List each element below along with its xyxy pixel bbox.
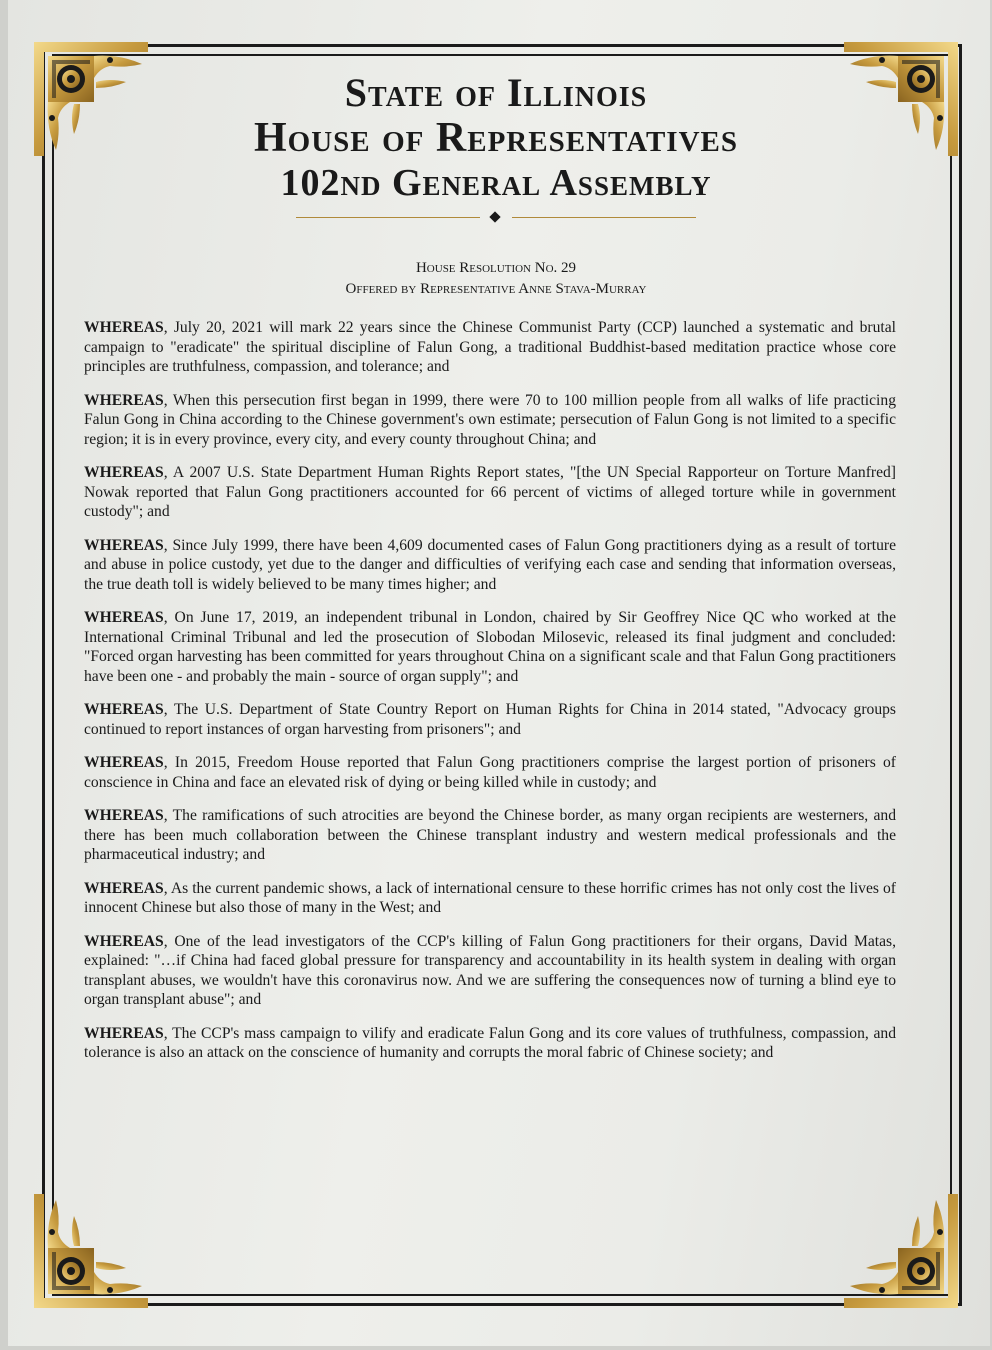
clause-text: , July 20, 2021 will mark 22 years since the Chinese Communist Party (CCP) launched a systematic and brutal campaign to "eradicate" the spiritual discipline of Falun Gong, a traditional Buddhist-based meditation practice whose core principles are truthfulness, compassion, and tolerance; and	[84, 319, 896, 375]
clause-text: , On June 17, 2019, an independent tribunal in London, chaired by Sir Geoffrey Nice QC who worked at the International Criminal Tribunal and led the prosecution of Slobodan Milosevic, released its final judgment and concluded: "Forced organ harvesting has been committed for years throughout China on a significant scale and that Falun Gong practitioners have been one - and probably the main - source of organ supply"; and	[84, 609, 896, 685]
header-house: House of Representatives	[253, 115, 739, 161]
clause-lead: WHEREAS	[84, 701, 164, 718]
whereas-clause	[84, 318, 896, 377]
clause-text: , One of the lead investigators of the CCP's killing of Falun Gong practitioners for their organs, David Matas, explained: "…if China had faced global pressure for transparency and accountability in its health system in dealing with organ transplant abuses, we wouldn't have this coronavirus now. And we are suffering the consequences now of turning a blind eye to organ transplant abuse"; and	[84, 932, 896, 1008]
clause-lead: WHEREAS	[84, 391, 164, 409]
resolution-body	[84, 318, 896, 1077]
diamond-divider-icon	[489, 211, 500, 222]
whereas-clause	[84, 536, 896, 595]
clause-lead: WHEREAS	[84, 807, 164, 824]
clause-text: , As the current pandemic shows, a lack of international censure to these horrific crimes has not only cost the lives of innocent Chinese but also those of many in the West; and	[84, 879, 896, 916]
clause-text: , Since July 1999, there have been 4,609 documented cases of Falun Gong practitioners dying as a result of torture and abuse in police custody, yet due to the danger and difficulties of verifying each case and sending that information overseas, the true death toll is widely believed to be many times higher; and	[84, 536, 896, 593]
header-divider	[296, 208, 696, 228]
whereas-clause	[84, 1024, 896, 1063]
whereas-clause	[84, 700, 896, 739]
clause-text: , The U.S. Department of State Country Report on Human Rights for China in 2014 stated, "Advocacy groups continued to report instances of organ harvesting from prisoners"; and	[84, 701, 896, 738]
corner-ornament-icon	[30, 1192, 150, 1312]
whereas-clause	[84, 391, 896, 450]
whereas-clause	[84, 806, 896, 865]
clause-text: , The CCP's mass campaign to vilify and eradicate Falun Gong and its core values of truthfulness, compassion, and tolerance is also an attack on the conscience of humanity and corrupts the moral fabric of Chinese society; and	[84, 1024, 896, 1061]
whereas-clause	[84, 608, 896, 686]
clause-lead: WHEREAS	[84, 932, 164, 950]
clause-lead: WHEREAS	[84, 319, 164, 336]
clause-lead: WHEREAS	[84, 609, 164, 626]
clause-text: , The ramifications of such atrocities are beyond the Chinese border, as many organ recipients are westerners, and there has been much collaboration between the Chinese transplant industry and western medical professionals and the pharmaceutical industry; and	[84, 807, 896, 863]
clause-lead: WHEREAS	[84, 536, 164, 554]
resolution-sponsor: Offered by Representative Anne Stava-Murray	[345, 281, 647, 297]
clause-text: , A 2007 U.S. State Department Human Rights Report states, "[the UN Special Rapporteur on Torture Manfred] Nowak reported that Falun Gong practitioners accounted for 66 percent of victims of alleged torture while in government custody"; and	[84, 464, 896, 520]
resolution-number: House Resolution No. 29	[415, 260, 577, 276]
clause-lead: WHEREAS	[84, 1024, 164, 1042]
clause-text: , When this persecution first began in 1999, there were 70 to 100 million people from all walks of life practicing Falun Gong in China according to the Chinese government's own estimate; persecution of Falun Gong is not limited to a specific region; it is in every province, every city, and every county throughout China; and	[84, 391, 896, 448]
clause-lead: WHEREAS	[84, 879, 164, 897]
header-state: State of Illinois	[344, 70, 648, 115]
corner-ornament-icon	[842, 1192, 962, 1312]
divider-line-right	[512, 217, 696, 218]
divider-line-left	[296, 217, 480, 218]
clause-lead: WHEREAS	[84, 754, 164, 771]
clause-lead: WHEREAS	[84, 464, 164, 481]
whereas-clause	[84, 463, 896, 522]
header-assembly: 102nd General Assembly	[280, 162, 712, 204]
clause-text: , In 2015, Freedom House reported that Falun Gong practitioners comprise the largest portion of prisoners of conscience in China and face an elevated risk of dying or being killed while in custody; and	[84, 754, 896, 791]
whereas-clause	[84, 932, 896, 1010]
whereas-clause	[84, 879, 896, 918]
whereas-clause	[84, 753, 896, 792]
